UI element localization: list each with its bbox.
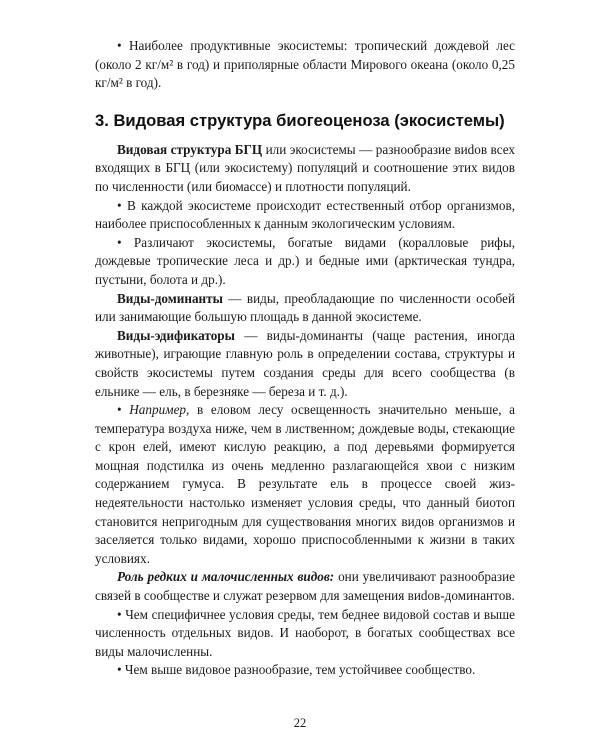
term-edificators: Виды-эдификаторы [117, 327, 235, 343]
lead-example: Например [129, 402, 187, 418]
term-dominants: Виды-доминанты [117, 290, 223, 306]
paragraph-rare-species [95, 568, 515, 605]
section-heading: 3. Видовая структура биогеоценоза (экосистемы) [95, 110, 505, 130]
term-rare-species: Роль редких и малочисленных видов: [117, 569, 335, 585]
text-example: , в еловом лесу освещенность значительно меньше, а температура воздуха ниже, чем в лиственном; дождевые воды, стекающие с крон елей, имеют кислую реакцию, а под деревьями формируется мощная подстилка из очень медленно разлагающейся хвои с низким содержанием гумуса. В результате ель в процессе своей жизнедеятельности настолько изменяет условия среды, что данный биотоп становится непригодным для существования многих видов организмов и заселяется только видами, хорошо приспособленными к жизни в таких условиях. [95, 402, 515, 566]
definition-rare-species: они увеличивают разнообразие связей в сообществе и служат резервом для замещения виdов-доминантов. [95, 569, 515, 604]
term-species-structure: Видовая структура БГЦ [117, 141, 263, 157]
paragraph-dominants [95, 290, 515, 327]
paragraph-example [95, 401, 515, 568]
paragraph-productive-ecosystems: • Наиболее продуктивные экосистемы: тропический дождевой лес (около 2 кг/м² в год) и приполярные области Мирового океана (около 0,25 кг/м² в год). [95, 38, 515, 91]
definition-species-structure: или экосистемы — разнообразие виdов всех входящих в БГЦ (или экосистему) популяций и соотношение этих видов по численности (или биомассе) и плотности популяций. [95, 141, 515, 194]
definition-edificators: — виды-доминанты (чаще растения, иногда животные), играющие главную роль в определении состава, структуры и свойств экосистемы путем создания среды для всего сообщества (в ельнике — ель, в березняке — береза и т. д.). [95, 327, 515, 399]
definition-dominants: — виды, преобладающие по численности особей или занимающие большую площадь в данной экосистеме. [95, 290, 515, 325]
paragraph-specific-conditions: • Чем специфичнее условия среды, тем беднее видовой состав и выше численность отдельных видов. И наоборот, в богатых сообществах все виды малочисленны. [95, 606, 515, 659]
paragraph-edificators [95, 327, 515, 401]
paragraph-rich-poor-ecosystems: • Различают экосистемы, богатые видами (коралловые рифы, дождевые тропические леса и др.) и бедные ими (арктическая тундра, пустыни, болота и др.). [95, 234, 515, 287]
page-number: 22 [293, 716, 307, 730]
page-content [95, 37, 515, 680]
paragraph-species-structure [95, 141, 515, 197]
paragraph-natural-selection: • В каждой экосистеме происходит естественный отбор организмов, наиболее приспособленных к данным экологическим условиям. [95, 197, 515, 232]
bullet-example: • [117, 402, 130, 418]
paragraph-diversity-stability: • Чем выше видовое разнообразие, тем устойчивее сообщество. [117, 662, 476, 678]
